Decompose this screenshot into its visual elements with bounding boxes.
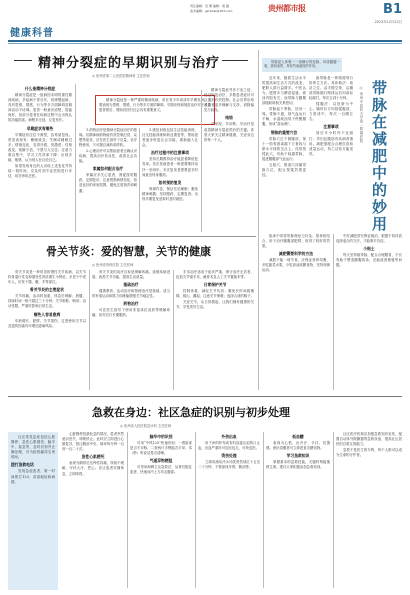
article3-column-5 (336, 432, 402, 590)
article2-paragraph: 年龄增长、肥胖、关节损伤、过度使用关节以及遗传因素均可增加患病风险。 (8, 318, 86, 328)
article-right-subhead: 减肥需要科学的方法 (278, 251, 314, 257)
column-divider (201, 90, 202, 232)
article3-column-3 (198, 432, 260, 590)
article-right-paragraph: 敲带脉是一种简便易行的养生方法。具体做法：取站立位，双手握空拳，沿腰部带脉循行路线从后向前轻轻敲打，每次五到十分钟。 (309, 76, 353, 101)
article3-subhead: 烫伤处理 (221, 453, 237, 459)
section-name: 健康科普 (10, 28, 54, 39)
article1-subhead: 早期症状有哪些 (26, 125, 54, 131)
column-divider (127, 432, 128, 588)
article3-sidebar-text: 社区常见急症包括心脏骤停、急性心肌梗死、脑卒中、窒息等，及时识别并正确处理，可为抢救赢得宝贵时间。 (11, 435, 55, 460)
article1-subhead: 如何预防复发 (158, 179, 182, 185)
masthead-rule (8, 40, 402, 42)
article-right-column-2 (309, 76, 353, 230)
headline-deco-right (222, 60, 248, 61)
article3-column-1 (62, 432, 124, 590)
article2-subhead: 基础治疗 (123, 282, 139, 288)
article3-paragraph: 表现为心慌、出冷汗、手抖、饥饿感。意识清醒者可立即进食含糖食物。 (266, 441, 330, 451)
article1-paragraph: 3.康复训练包括生活技能训练、社交技能训练和职业康复等，帮助患者逐步恢复社会功能，重新融入社会。 (142, 128, 198, 148)
article2-subhead: 哪些人容易患病 (33, 311, 61, 317)
article2-paragraph: 骨关节炎是一种常见的慢性关节疾病，以关节软骨退行性变和继发性骨质增生为特征，多见于中老年人，好发于膝、髋、手等部位。 (8, 270, 86, 285)
article-right-paragraph: 临床中常将带脉理论与针灸、推拿相结合，用于治疗腰腹部肥胖，取得了较好的效果。 (262, 234, 330, 249)
article2-paragraph: 可在医生指导下使用非甾体抗炎药等缓解疼痛，切勿自行长期服药。 (92, 308, 170, 318)
article2-column-3 (176, 270, 254, 392)
article3-subhead: 外伤出血 (221, 434, 237, 439)
article-right-paragraph: 带脉穴位于侧腹部，第十一肋骨游离端下方垂线与脐水平线的交点上。经常按揉此穴，有助于疏通带脉，促进腰腹部气血运行。 (262, 136, 306, 161)
column-divider (333, 234, 334, 390)
issue-date: 2023年12月22日 (374, 20, 402, 24)
article3-paragraph: 可采用海姆立克急救法，从背后抱住患者，快速向内上方冲击腹部。 (130, 465, 192, 475)
article2-subhead: 药物治疗 (123, 301, 139, 307)
article1-paragraph: 早发现、早诊断、早治疗是改善精神分裂症预后的关键。希望大家关注精神健康，关爱身边的每一个人。 (204, 122, 254, 142)
page-number: B1 (383, 2, 402, 17)
article3-headline: 急救在身边：社区急症的识别与初步处理 (92, 406, 290, 419)
article2-paragraph: 关节疼痛，活动时加重，休息后缓解；晨僵，持续时间一般不超过三十分钟；关节肿胀、畸形；活动受限，严重时影响日常生活。 (8, 294, 86, 309)
article1-paragraph: 精神分裂症并非不治之症，经过规范治疗，多数患者症状可以得到有效控制。社会各界应给予患者更多理解与支持，消除偏见与歧视。 (204, 88, 254, 113)
article2-paragraph: 骨关节炎的治疗目标是缓解疼痛、延缓疾病进展、改善关节功能、提高生活质量。 (92, 270, 170, 280)
article1-subhead: 结语 (225, 115, 233, 121)
newspaper-logo: 贵州都市报 (268, 3, 306, 13)
article-right-paragraph: 带脉起于季胁，回身一周。带脉不通，则气血运行不畅，水湿痰浊易于停聚腰腹，形成“游泳圈”。 (262, 107, 306, 127)
article3-subhead: 学习急救知识 (286, 453, 310, 459)
article3-paragraph: 掌握基本的急救技能，关键时刻能挽救生命。建议大家积极参加急救培训。 (266, 460, 330, 470)
article3-paragraph: 心脏骤停是最危急的情况，患者突然意识丧失、呼吸停止。此时应立即进行心肺复苏，按压胸部中央，频率每分钟一百到一百二十次。 (62, 432, 124, 452)
article2-column-2 (92, 270, 170, 392)
column-divider (75, 84, 76, 232)
article1-paragraph: 1.药物治疗是精神分裂症治疗的基础。抗精神病药物能有效控制幻觉、妄想等症状，应在医生指导下足量、足疗程使用，不可擅自减药或停药。 (79, 128, 137, 148)
article3-subhead: 急性心肌梗死 (81, 454, 105, 460)
article3-paragraph: 社区医疗机构应加强急救知识宣传，配置自动体外除颤器等急救设备，提高社区居民的自救互救能力。 (336, 432, 402, 447)
article3-subhead: 低血糖 (292, 434, 304, 439)
article-right-vertical-title (357, 76, 403, 236)
article-right-subhead: 带脉的重要穴位 (270, 129, 298, 135)
article-right-column-1 (262, 76, 306, 230)
article1-paragraph: 如果发现身边的人出现上述变化并持续一段时间，应及时到专业医院进行评估，切勿讳疾忌医。 (8, 163, 72, 178)
column-divider (195, 432, 196, 588)
masthead (0, 0, 410, 44)
article1-paragraph: 精神分裂症是一组病因未明的重性精神疾病，多起病于青壮年，常缓慢起病，具有思维、情感、行为等多方面障碍及精神活动不协调。患者一般意识清楚，智能尚好，但部分患者在疾病过程中会出现认知功能损害。病程多迁延，反复发作。 (8, 93, 72, 123)
article-right-lower-column-2 (336, 234, 402, 392)
article-right-tip: 带脉是人体唯一一条横行的经脉，环绕腰腹一周，犹如束带，具有约束诸经的作用。 (264, 59, 340, 68)
article1-paragraph: 早期症状往往不典型，容易被忽视。常见表现有：睡眠改变，失眠或睡眠过多；情绪变化，变得冷漠、易激惹；性格改变，孤僻少语，不愿与人交往；注意力难以集中，学习工作效率下降；出现多疑、敏感，认为别人在议论自己。 (8, 132, 72, 163)
email-line: 美术编辑：gzrbmk@163.com (190, 9, 233, 13)
article1-subhead: 家属如何配合治疗 (92, 166, 124, 172)
article-right-paragraph: 近年来，随着生活水平的提高和生活方式的改变，肥胖人群日益增多。中医认为，肥胖多与脾虚湿盛、痰浊内阻有关，而带脉与腰腹部脂肪堆积关系密切。 (262, 76, 306, 106)
article1-subhead: 什么是精神分裂症 (24, 86, 56, 91)
article3-subhead: 气道异物梗阻 (149, 458, 173, 464)
article-right-paragraph: 揉腹法：以肚脐为中心，顺时针方向按揉腹部，力度适中，每次一百圈左右。 (309, 102, 353, 122)
article2-paragraph: 手术治疗适用于症状严重、保守治疗无效者，包括关节镜手术、截骨术及人工关节置换术等。 (176, 270, 254, 280)
article2-byline: ◎ 贵州省骨科医院 主任医师 (92, 263, 134, 267)
article1-column-4 (204, 88, 254, 232)
article1-column-2 (79, 128, 137, 232)
article-right-paragraph: 五枢穴、维道穴同属带脉穴位，配合按揉效果更佳。 (262, 162, 306, 177)
article2-subhead: 日常保护关节 (203, 282, 227, 288)
column-divider (139, 128, 140, 232)
article-right-paragraph: 饭后半小时内不宜敲打；孕妇及腹部有疾病者慎用。减肥需配合合理饮食和适量运动，持之以恒方能见效。 (309, 131, 353, 156)
column-divider (263, 432, 264, 588)
article3-subhead: 脑卒中的识别 (149, 434, 173, 439)
article3-sidebar (8, 432, 58, 590)
article-right-paragraph: 中医减肥讲究辨证施治，根据不同体质选择适合的方法，才能事半功倍。 (336, 234, 402, 244)
column-divider (173, 270, 174, 390)
editor-line: 责任编辑：吴 骞 编辑：胡 越 (190, 4, 229, 8)
article1-paragraph: 规律作息，保证充足睡眠；避免精神刺激；坚持服药，定期复查；出现早期复发迹象时及时就医。 (142, 186, 198, 201)
article3-paragraph: 急救不是医生的专利，每个人都可以成为生命的守护者。 (336, 447, 402, 457)
article-right-lower-column-1 (262, 234, 330, 392)
article2-paragraph: 健康教育、运动治疗和物理治疗是基础。适当的有氧运动和肌力训练能增强关节稳定性。 (92, 289, 170, 299)
section-divider (258, 50, 259, 390)
article3-sidebar-subhead: 拨打急救电话 (11, 462, 34, 468)
article2-column-1 (8, 270, 86, 392)
article1-column-3 (142, 128, 198, 232)
article3-column-4 (266, 432, 330, 590)
article1-paragraph: 家属应多关心患者，督促按时服药，定期复诊，注意观察病情变化，营造良好的家庭氛围，避免过度指责和刺激。 (79, 173, 137, 193)
article1-intro: 精神分裂症是一种严重的精神疾病，常在青少年或成年早期发病，主要表现为思维、情感、行为等多方面的障碍。早期识别和规范治疗对于改善患者预后、帮助其回归社会具有重要意义。 (99, 98, 211, 113)
article1-paragraph: 坚持长期维持治疗能显著降低复发率。首次发病患者一般需要维持治疗一至两年，多次复发者需要更长时间甚至终身服药。 (142, 157, 198, 177)
article1-intro-box (95, 95, 215, 125)
masthead-meta (190, 4, 260, 14)
article1-column-1 (8, 84, 72, 234)
article-right-headline: 带脉在减肥中的妙用 (370, 80, 388, 233)
article-right-byline: ◎ 贵州中医药大学第一附属医院 (359, 86, 363, 143)
article1-headline: 精神分裂症的早期识别与治疗 (38, 56, 221, 71)
article3-paragraph: 立即用流动冷水冲洗烫伤部位十五至二十分钟，不要涂抹牙膏、酱油等。 (198, 460, 260, 470)
article2-subhead: 骨关节炎的主要症状 (29, 287, 65, 293)
article2-paragraph: 关爱关节，从日常做起，让我们拥有健康的关节，享受美好生活。 (176, 299, 254, 310)
article3-paragraph: 可用“中风120”快速识别：一看脸部是否不对称，二查两只手臂能否平举，零（聆）听说话是否清晰。 (130, 441, 192, 456)
article-right-paragraph: 每天坚持敲带脉，配合合理膳食，不仅有助于塑造腰腹线条，还能改善便秘等问题。 (336, 253, 402, 268)
section-rule (8, 236, 256, 237)
masthead-rule-thin (8, 43, 402, 44)
article1-subhead: 治疗过程中的注意事项 (151, 150, 189, 156)
article3-sidebar-text: 发现急症患者，第一时间拨打120，讲清地址和病情。 (11, 469, 55, 484)
article-right-subhead: 注意事项 (323, 124, 339, 130)
article-right-paragraph: 减肥不能一味节食，应保证营养均衡，多吃蔬菜水果，少吃高油高糖食物，坚持规律运动。 (262, 258, 330, 273)
article1-byline: ◎ 贵州省第二人民医院精神科 主任医师 (92, 74, 150, 78)
column-divider (89, 270, 90, 390)
article3-byline: ◎ 贵州省人民医院急诊科 主任医师 (120, 424, 172, 428)
article3-paragraph: 用干净的纱布或布料直接压迫伤口止血，出血严重时可加压包扎，尽快送医。 (198, 441, 260, 451)
article3-column-2 (130, 432, 192, 590)
article3-paragraph: 表现为胸骨后压榨性疼痛，持续不缓解，可伴大汗、恶心。应让患者安静休息，立即呼救。 (62, 461, 124, 476)
headline-deco-left (14, 60, 32, 61)
article-right-subhead: 小贴士 (363, 246, 375, 252)
article2-headline: 骨关节炎：爱的智慧，关节的健康 (46, 245, 211, 258)
section-rule (8, 396, 402, 397)
article2-paragraph: 控制体重，减轻关节负担；避免长时间爬楼梯、爬山、蹲起；注意关节保暖；选择合适的鞋子。 (176, 289, 254, 299)
article-right-tip-box (262, 58, 342, 72)
column-divider (333, 432, 334, 588)
article1-paragraph: 2.心理治疗可以帮助患者正确认识疾病，提高治疗依从性，改善社会功能。 (79, 148, 137, 164)
